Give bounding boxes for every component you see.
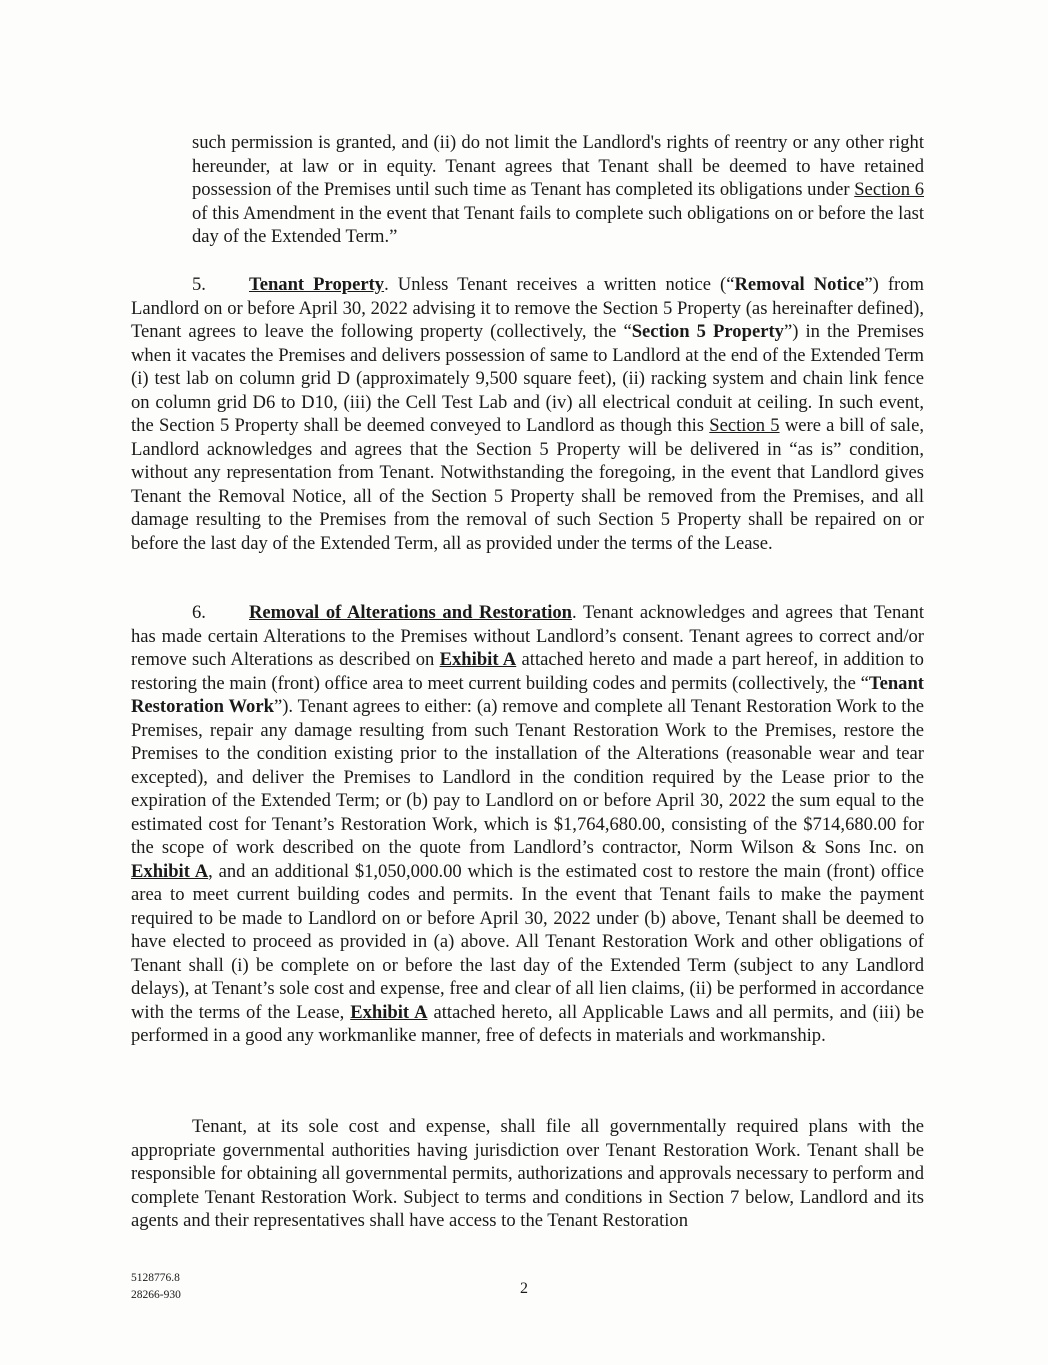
section-number: 5. — [192, 274, 206, 295]
paragraph-continuation: such permission is granted, and (ii) do not limit the Landlord's rights of reentry or any other right hereunder, at law or in equity. Tenant agrees that Tenant shall be deemed to have retained possession of the Premises until such time as Tenant has completed its obligations under Section 6 of this Amendment in the event that Tenant fails to complete such obligations on or before the last day of the Extended Term.” — [192, 132, 924, 247]
defined-term: Section 5 Property — [631, 321, 784, 342]
section-number: 6. — [192, 602, 206, 623]
defined-term: Tenant Restoration Work — [131, 672, 924, 717]
matter-id: 28266-930 — [131, 1289, 181, 1301]
section-6-reference: Section 6 — [854, 179, 924, 200]
section-5-reference: Section 5 — [709, 415, 780, 436]
footer-document-ids — [131, 1270, 181, 1304]
page-number: 2 — [520, 1280, 528, 1297]
paragraph-section-5: 5. Tenant Property. Unless Tenant receives a written notice (“Removal Notice”) from Landlord on or before April 30, 2022 advising it to remove the Section 5 Property (as hereinafter defined), Tenant agrees to leave the following property (collectively, the “Section 5 Property”) in the Premises when it vacates the Premises and delivers possession of same to Landlord at the end of the Extended Term (i) test lab on column grid D (approximately 9,500 square feet), (ii) racking system and chain link fence on column grid D6 to D10, (iii) the Cell Test Lab and (iv) all electrical conduit at ceiling. In such event, the Section 5 Property shall be deemed conveyed to Landlord as though this Section 5 were a bill of sale, Landlord acknowledges and agrees that the Section 5 Property will be delivered in “as is” condition, without any representation from Tenant. Notwithstanding the foregoing, in the event that Landlord gives Tenant the Removal Notice, all of the Section 5 Property shall be removed from the Premises, and all damage resulting to the Premises from the removal of such Section 5 Property shall be repaired on or before the last day of the Extended Term, all as provided under the terms of the Lease. — [131, 274, 925, 554]
exhibit-reference: Exhibit A — [131, 860, 209, 882]
document-id: 5128776.8 — [131, 1272, 180, 1284]
paragraph-section-6: 6. Removal of Alterations and Restoration. Tenant acknowledges and agrees that Tenant has made certain Alterations to the Premises without Landlord’s consent. Tenant agrees to correct and/or remove such Alterations as described on Exhibit A attached hereto and made a part hereof, in addition to restoring the main (front) office area to meet current building codes and permits (collectively, the “Tenant Restoration Work”). Tenant agrees to either: (a) remove and complete all Tenant Restoration Work to the Premises, repair any damage resulting from such Tenant Restoration Work to the Premises, restore the Premises to the condition existing prior to the installation of the Alterations (reasonable wear and tear excepted), and deliver the Premises to Landlord in the condition required by the Lease prior to the expiration of the Extended Term; or (b) pay to Landlord on or before April 30, 2022 the sum equal to the estimated cost for Tenant’s Restoration Work, which is $1,764,680.00, consisting of the $714,680.00 for the scope of work described on the quote from Landlord’s contractor, Norm Wilson & Sons Inc. on Exhibit A, and an additional $1,050,000.00 which is the estimated cost to restore the main (front) office area to meet current building codes and permits. In the event that Tenant fails to make the payment required to be made to Landlord on or before April 30, 2022 under (b) above, Tenant shall be deemed to have elected to proceed as provided in (a) above. All Tenant Restoration Work and other obligations of Tenant shall (i) be complete on or before the last day of the Extended Term (subject to any Landlord delays), at Tenant’s sole cost and expense, free and clear of all lien claims, (ii) be performed in accordance with the terms of the Lease, Exhibit A attached hereto, all Applicable Laws and all permits, and (iii) be performed in a good any workmanlike manner, free of defects in materials and workmanship. — [131, 602, 924, 1046]
exhibit-reference: Exhibit A — [439, 649, 517, 670]
section-heading: Tenant Property — [249, 274, 385, 295]
exhibit-reference: Exhibit A — [350, 1001, 428, 1023]
defined-term: Removal Notice — [734, 274, 865, 295]
paragraph-restoration-plans: Tenant, at its sole cost and expense, shall file all governmentally required plans with the appropriate governmental authorities having jurisdiction over Tenant Restoration Work. Tenant shall be responsible for obtaining all governmental permits, authorizations and approvals necessary to perform and complete Tenant Restoration Work. Subject to terms and conditions in Section 7 below, Landlord and its agents and their representatives shall have access to the Tenant Restoration — [131, 1116, 924, 1231]
section-heading: Removal of Alterations and Restoration — [249, 602, 572, 623]
